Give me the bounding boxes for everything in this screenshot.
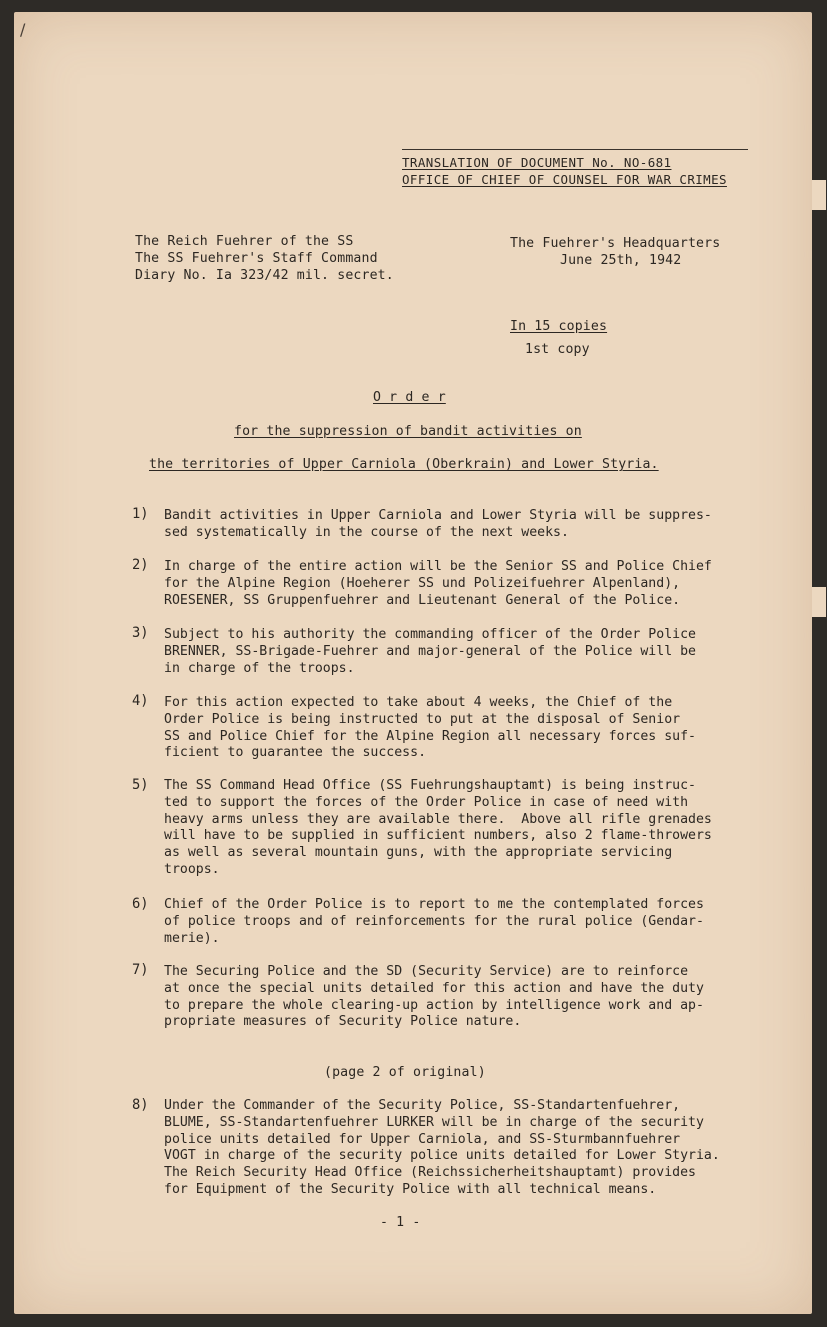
item-number: 7) bbox=[132, 962, 149, 978]
item-number: 5) bbox=[132, 777, 149, 793]
order-item-2: In charge of the entire action will be the Senior SS and Police Chief for the Alpine Region (Hoeherer SS und Polizeifuehrer Alpenland), ROESENER, SS Gruppenfuehrer and Lieutenant General of the Police. bbox=[164, 559, 712, 608]
place: The Fuehrer's Headquarters bbox=[510, 236, 721, 251]
office-name: OFFICE OF CHIEF OF COUNSEL FOR WAR CRIMES bbox=[402, 172, 727, 187]
diary-number: Diary No. Ia 323/42 mil. secret. bbox=[135, 268, 394, 283]
order-item-8: Under the Commander of the Security Police, SS-Standartenfuehrer, BLUME, SS-Standartenfuehrer LURKER will be in charge of the security police units detailed for Upper Carniola, and SS-Sturmbannfuehrer VOGT in charge of the security police units detailed for Lower Styria. The Reich Security Head Office (Reichssicherheitshauptamt) provides for Equipment of the Security Police with all technical means. bbox=[164, 1098, 720, 1197]
page-note: (page 2 of original) bbox=[324, 1065, 486, 1080]
item-number: 3) bbox=[132, 625, 149, 641]
translation-header bbox=[402, 149, 748, 188]
order-item-3: Subject to his authority the commanding officer of the Order Police BRENNER, SS-Brigade-Fuehrer and major-general of the Police will be in charge of the troops. bbox=[164, 627, 696, 676]
date: June 25th, 1942 bbox=[560, 253, 682, 268]
order-subtitle-2: the territories of Upper Carniola (Oberkrain) and Lower Styria. bbox=[149, 457, 659, 472]
order-item-4: For this action expected to take about 4 weeks, the Chief of the Order Police is being instructed to put at the disposal of Senior SS and Police Chief for the Alpine Region all necessary forces suf- ficient to guarantee the success. bbox=[164, 695, 696, 761]
order-item-5: The SS Command Head Office (SS Fuehrungshauptamt) is being instruc- ted to support the forces of the Order Police in case of need with heavy arms unless they are available there. Above all rifle grenades will have to be supplied in sufficient numbers, also 2 flame-throwers as well as several mountain guns, with the appropriate servicing troops. bbox=[164, 778, 712, 877]
order-item-7: The Securing Police and the SD (Security Service) are to reinforce at once the special units detailed for this action and have the duty to prepare the whole clearing-up action by intelligence work and ap- propriate measures of Security Police nature. bbox=[164, 964, 704, 1030]
page-edge-tab bbox=[812, 180, 826, 210]
sender-line-2: The SS Fuehrer's Staff Command bbox=[135, 251, 378, 266]
item-number: 1) bbox=[132, 506, 149, 522]
order-subtitle-1: for the suppression of bandit activities on bbox=[234, 424, 582, 439]
sender-line-1: The Reich Fuehrer of the SS bbox=[135, 234, 354, 249]
header-rule bbox=[402, 149, 748, 150]
copy-number: 1st copy bbox=[525, 342, 590, 357]
item-number: 6) bbox=[132, 896, 149, 912]
document-number: TRANSLATION OF DOCUMENT No. NO-681 bbox=[402, 155, 672, 170]
pencil-check-mark-icon: / bbox=[20, 20, 26, 39]
page-edge-tab bbox=[812, 587, 826, 617]
page-number: - 1 - bbox=[380, 1215, 421, 1230]
document-page bbox=[14, 12, 812, 1314]
order-title: O r d e r bbox=[373, 390, 446, 405]
item-number: 8) bbox=[132, 1097, 149, 1113]
item-number: 2) bbox=[132, 557, 149, 573]
copies-count: In 15 copies bbox=[510, 319, 608, 334]
order-item-1: Bandit activities in Upper Carniola and Lower Styria will be suppres- sed systematically in the course of the next weeks. bbox=[164, 508, 712, 540]
item-number: 4) bbox=[132, 693, 149, 709]
order-item-6: Chief of the Order Police is to report to me the contemplated forces of police troops and of reinforcements for the rural police (Gendar- merie). bbox=[164, 897, 704, 946]
